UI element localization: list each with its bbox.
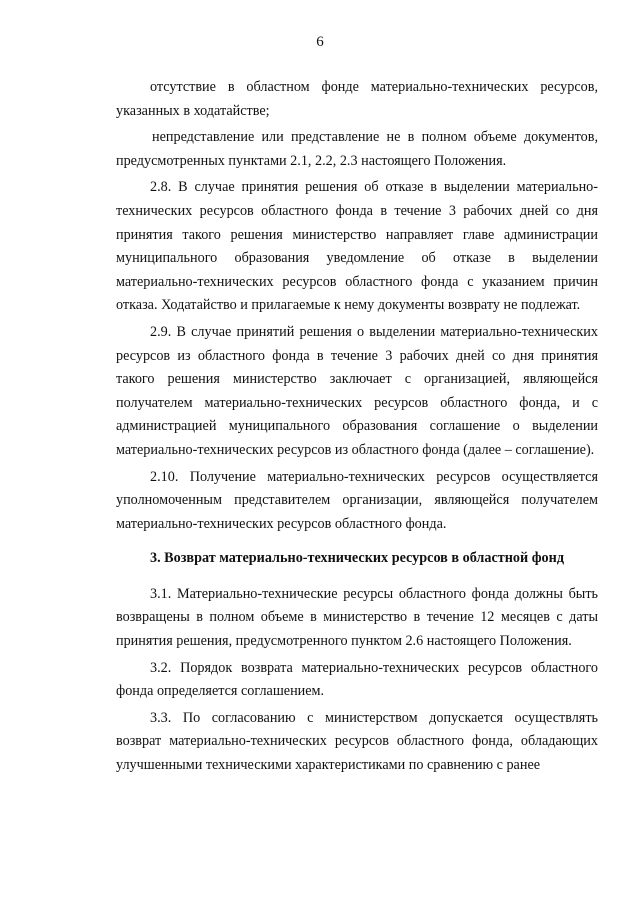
paragraph-nonsubmission: непредставление или представление не в полном объеме документов, предусмотренных пунктами 2.1, 2.2, 2.3 настоящего Положения. <box>116 129 598 169</box>
paragraph-2-9: 2.9. В случае принятий решения о выделении материально-технических ресурсов из областного фонда в течение 3 рабочих дней со дня принятия такого решения министерство заключает с организацией, являющейся получателем материально-технических ресурсов областного фонда, и с администрацией муниципального образования соглашение о выделении материально-технических ресурсов из областного фонда (далее – соглашение). <box>116 323 598 458</box>
paragraph-3-3: 3.3. По согласованию с министерством допускается осуществлять возврат материально-технических ресурсов областного фонда, обладающих улучшенными техническими характеристиками по сравнению с ранее <box>116 709 598 774</box>
document-body <box>116 76 598 778</box>
section-heading: 3. Возврат материально-технических ресурсов в областной фонд <box>149 550 565 567</box>
paragraph-2-10: 2.10. Получение материально-технических ресурсов осуществляется уполномоченным представителем организации, являющейся получателем материально-технических ресурсов областного фонда. <box>116 468 598 532</box>
paragraph-3-1: 3.1. Материально-технические ресурсы областного фонда должны быть возвращены в полном объеме в министерство в течение 12 месяцев с даты принятия решения, предусмотренного пунктом 2.6 настоящего Положения. <box>116 585 598 650</box>
paragraph-2-8: 2.8. В случае принятия решения об отказе в выделении материально-технических ресурсов областного фонда в течение 3 рабочих дней со дня принятия такого решения министерство направляет главе администрации муниципального образования уведомление об отказе в выделении материально-технических ресурсов областного фонда с указанием причин отказа. Ходатайство и прилагаемые к нему документы возврату не подлежат. <box>116 179 598 314</box>
page-number: 6 <box>316 34 324 50</box>
paragraph-3-2: 3.2. Порядок возврата материально-технических ресурсов областного фонда определяется соглашением. <box>116 659 598 700</box>
paragraph-absence: отсутствие в областном фонде материально-технических ресурсов, указанных в ходатайстве; <box>116 79 598 119</box>
